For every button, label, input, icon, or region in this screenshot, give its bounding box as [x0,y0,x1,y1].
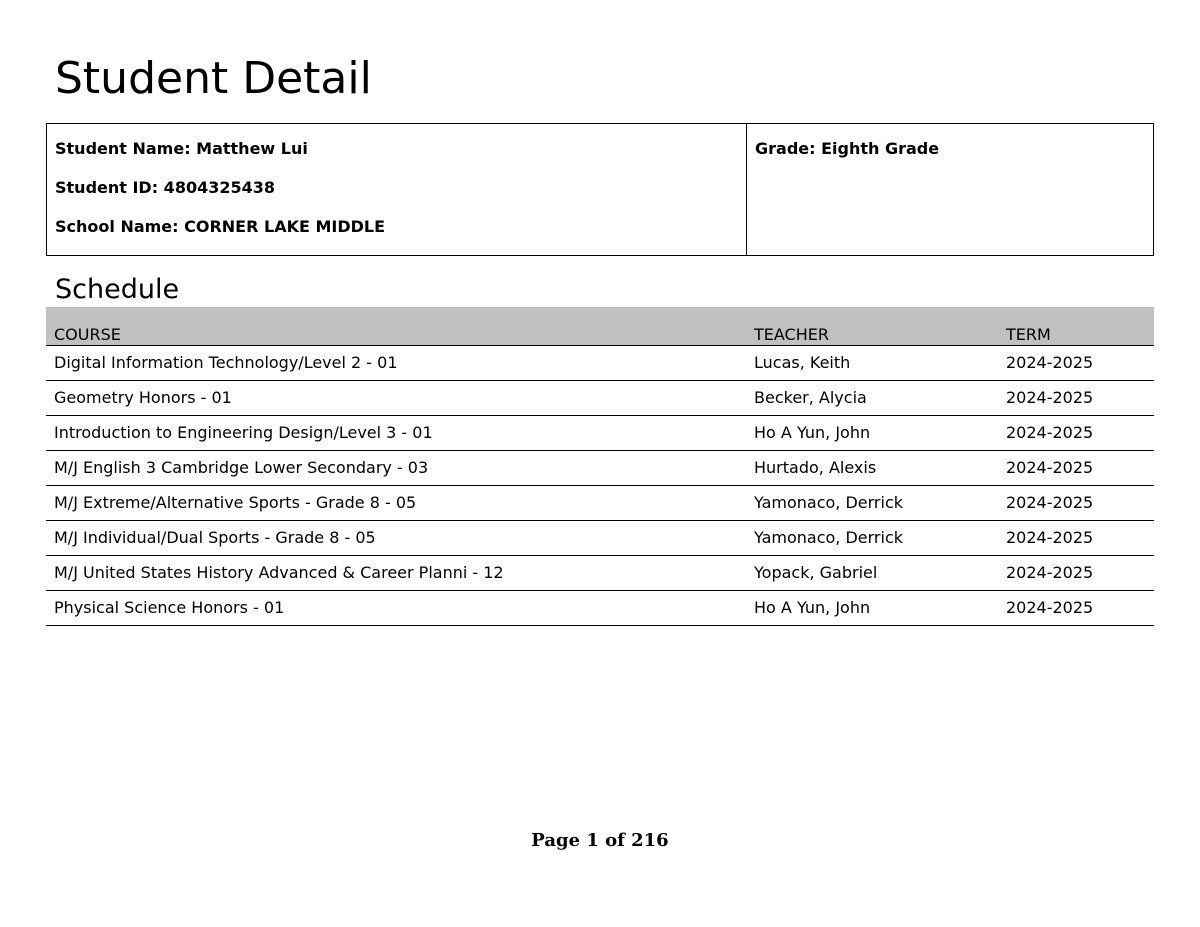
page-title: Student Detail [55,53,372,104]
teacher-cell: Ho A Yun, John [754,423,871,442]
student-name: Student Name: Matthew Lui [55,139,308,158]
term-cell: 2024-2025 [1006,353,1094,372]
page-number-footer: Page 1 of 216 [531,830,669,851]
course-column-header: COURSE [54,325,121,344]
student-info-right [747,124,1153,255]
schedule-title: Schedule [55,274,180,305]
course-cell: Physical Science Honors - 01 [54,598,285,617]
course-cell: Geometry Honors - 01 [54,388,232,407]
table-row [46,381,1154,416]
table-row [46,556,1154,591]
school-name: School Name: CORNER LAKE MIDDLE [55,217,386,236]
term-cell: 2024-2025 [1006,458,1094,477]
teacher-cell: Hurtado, Alexis [754,458,877,477]
term-cell: 2024-2025 [1006,388,1094,407]
schedule-table [46,307,1154,626]
table-row [46,451,1154,486]
teacher-cell: Yamonaco, Derrick [754,528,903,547]
table-row [46,521,1154,556]
teacher-cell: Yamonaco, Derrick [754,493,903,512]
teacher-cell: Lucas, Keith [754,353,851,372]
teacher-column-header: TEACHER [754,325,829,344]
term-cell: 2024-2025 [1006,528,1094,547]
student-info-left [47,124,747,255]
table-row [46,591,1154,626]
course-cell: Introduction to Engineering Design/Level 3 - 01 [54,423,433,442]
student-grade: Grade: Eighth Grade [755,139,940,158]
term-cell: 2024-2025 [1006,493,1094,512]
course-cell: Digital Information Technology/Level 2 - 01 [54,353,398,372]
term-cell: 2024-2025 [1006,563,1094,582]
table-row [46,416,1154,451]
teacher-cell: Ho A Yun, John [754,598,871,617]
term-cell: 2024-2025 [1006,423,1094,442]
table-row [46,486,1154,521]
course-cell: M/J Individual/Dual Sports - Grade 8 - 05 [54,528,376,547]
table-header-row [46,307,1154,346]
teacher-cell: Becker, Alycia [754,388,867,407]
course-cell: M/J Extreme/Alternative Sports - Grade 8 - 05 [54,493,417,512]
course-cell: M/J United States History Advanced & Career Planni - 12 [54,563,504,582]
student-id: Student ID: 4804325438 [55,178,276,197]
term-column-header: TERM [1006,325,1051,344]
course-cell: M/J English 3 Cambridge Lower Secondary - 03 [54,458,429,477]
teacher-cell: Yopack, Gabriel [754,563,878,582]
table-row [46,346,1154,381]
term-cell: 2024-2025 [1006,598,1094,617]
student-info-box [46,123,1154,256]
